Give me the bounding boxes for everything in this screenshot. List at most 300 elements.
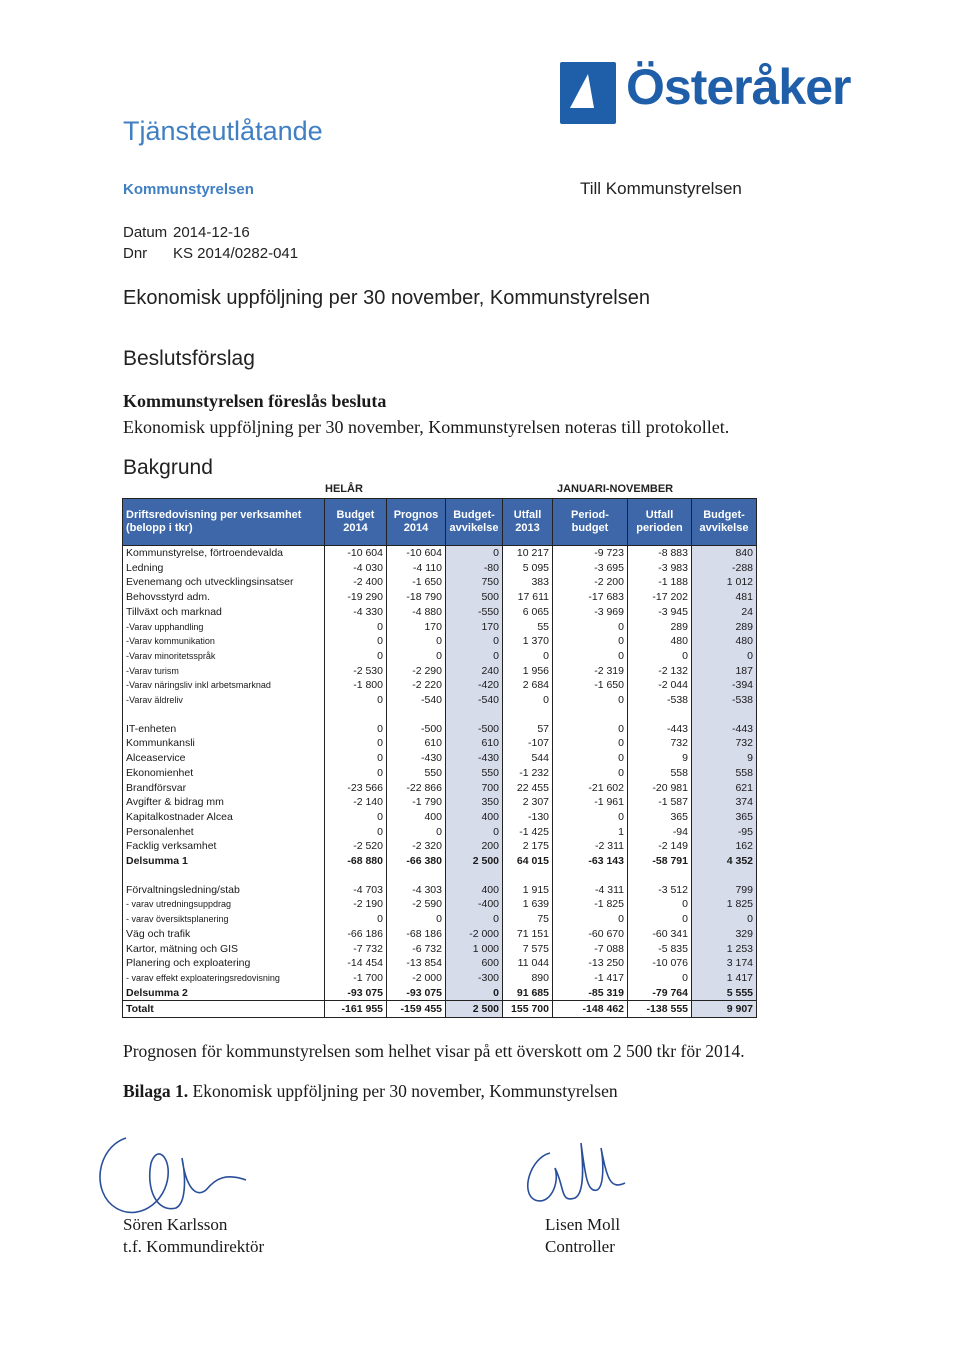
value-cell: -500 <box>446 722 503 737</box>
row-label: Totalt <box>123 1001 325 1018</box>
value-cell: -3 945 <box>628 605 692 620</box>
table-row <box>123 810 757 825</box>
value-cell: 170 <box>387 620 446 635</box>
value-cell: 155 700 <box>503 1001 553 1018</box>
value-cell: -66 186 <box>325 927 387 942</box>
value-cell: -4 330 <box>325 605 387 620</box>
decision-text: Ekonomisk uppföljning per 30 november, Kommunstyrelsen noteras till protokollet. <box>123 417 730 437</box>
value-cell: -80 <box>446 561 503 576</box>
value-cell: -95 <box>692 825 757 840</box>
value-cell: 200 <box>446 839 503 854</box>
value-cell: -18 790 <box>387 590 446 605</box>
value-cell: -19 290 <box>325 590 387 605</box>
column-header <box>446 499 503 546</box>
value-cell: -2 000 <box>446 927 503 942</box>
value-cell: 610 <box>446 736 503 751</box>
attachment-text: Ekonomisk uppföljning per 30 november, Kommunstyrelsen <box>188 1081 618 1101</box>
value-cell: -79 764 <box>628 986 692 1001</box>
value-cell: 1 000 <box>446 942 503 957</box>
value-cell: 0 <box>387 649 446 664</box>
value-cell: 187 <box>692 664 757 679</box>
table-row <box>123 561 757 576</box>
value-cell: -22 866 <box>387 781 446 796</box>
value-cell: -130 <box>503 810 553 825</box>
value-cell: 0 <box>387 634 446 649</box>
row-label: Delsumma 1 <box>123 854 325 869</box>
value-cell: 481 <box>692 590 757 605</box>
signatory-1-title: t.f. Kommundirektör <box>123 1237 265 1256</box>
value-cell: 0 <box>387 912 446 927</box>
value-cell: -538 <box>628 693 692 708</box>
row-label: -Varav minoritetsspråk <box>123 649 325 664</box>
table-spacer-row <box>123 708 757 722</box>
value-cell: -58 791 <box>628 854 692 869</box>
date-value: 2014-12-16 <box>173 224 250 241</box>
value-cell: 0 <box>446 912 503 927</box>
column-header <box>387 499 446 546</box>
table-row <box>123 825 757 840</box>
row-label: Kartor, mätning och GIS <box>123 942 325 957</box>
table-row <box>123 751 757 766</box>
table-header-row <box>123 499 757 546</box>
value-cell: -2 400 <box>325 575 387 590</box>
value-cell: -2 200 <box>553 575 628 590</box>
row-label: Förvaltningsledning/stab <box>123 883 325 898</box>
row-label: Brandförsvar <box>123 781 325 796</box>
column-header-line1: Budget- <box>703 509 745 521</box>
value-cell: 4 352 <box>692 854 757 869</box>
row-label: Evenemang och utvecklingsinsatser <box>123 575 325 590</box>
value-cell: 558 <box>692 766 757 781</box>
value-cell: -2 149 <box>628 839 692 854</box>
column-header-line2: avvikelse <box>699 522 749 534</box>
table-row <box>123 575 757 590</box>
column-header-line1: Utfall <box>513 509 542 521</box>
value-cell: 0 <box>553 912 628 927</box>
value-cell: -3 983 <box>628 561 692 576</box>
value-cell: -3 969 <box>553 605 628 620</box>
value-cell: 0 <box>446 986 503 1001</box>
value-cell: -400 <box>446 897 503 912</box>
column-header-line1: Budget- <box>453 509 495 521</box>
value-cell: -7 088 <box>553 942 628 957</box>
row-label: Planering och exploatering <box>123 956 325 971</box>
value-cell: 1 417 <box>692 971 757 986</box>
value-cell: 0 <box>325 736 387 751</box>
department: Kommunstyrelsen <box>123 181 254 198</box>
value-cell: 7 575 <box>503 942 553 957</box>
column-group-helar: HELÅR <box>325 483 363 495</box>
table-row <box>123 971 757 986</box>
value-cell: 9 907 <box>692 1001 757 1018</box>
value-cell: -1 232 <box>503 766 553 781</box>
table-row <box>123 546 757 561</box>
value-cell: 64 015 <box>503 854 553 869</box>
value-cell: 0 <box>692 649 757 664</box>
value-cell: 544 <box>503 751 553 766</box>
value-cell: 480 <box>628 634 692 649</box>
value-cell: 750 <box>446 575 503 590</box>
column-header-line2: 2014 <box>343 522 368 534</box>
value-cell: 1 370 <box>503 634 553 649</box>
value-cell: -60 670 <box>553 927 628 942</box>
spacer-cell <box>325 708 387 722</box>
value-cell: -1 825 <box>553 897 628 912</box>
value-cell: -4 030 <box>325 561 387 576</box>
section-heading-bakgrund: Bakgrund <box>123 456 213 479</box>
row-label: Delsumma 2 <box>123 986 325 1001</box>
value-cell: 1 253 <box>692 942 757 957</box>
value-cell: 240 <box>446 664 503 679</box>
value-cell: -9 723 <box>553 546 628 561</box>
value-cell: -1 188 <box>628 575 692 590</box>
value-cell: -148 462 <box>553 1001 628 1018</box>
column-group-januari-november: JANUARI-NOVEMBER <box>557 483 674 495</box>
table-header-label <box>123 499 325 546</box>
signatory-2 <box>545 1214 620 1258</box>
table-row <box>123 664 757 679</box>
value-cell: 0 <box>325 751 387 766</box>
dnr-value: KS 2014/0282-041 <box>173 245 299 262</box>
logo-text: Österåker <box>626 59 851 115</box>
value-cell: 0 <box>553 620 628 635</box>
table-row <box>123 693 757 708</box>
signature-moll <box>515 1128 635 1218</box>
value-cell: -430 <box>387 751 446 766</box>
value-cell: 0 <box>503 693 553 708</box>
spacer-cell <box>553 708 628 722</box>
header-label-line1: Driftsredovisning per verksamhet <box>126 509 302 521</box>
value-cell: -13 854 <box>387 956 446 971</box>
value-cell: -300 <box>446 971 503 986</box>
column-header <box>692 499 757 546</box>
table-row <box>123 927 757 942</box>
table-row <box>123 897 757 912</box>
value-cell: 0 <box>553 649 628 664</box>
value-cell: 0 <box>553 693 628 708</box>
value-cell: -66 380 <box>387 854 446 869</box>
value-cell: 0 <box>446 825 503 840</box>
table-row <box>123 883 757 898</box>
row-label: -Varav kommunikation <box>123 634 325 649</box>
signatory-1-name: Sören Karlsson <box>123 1215 228 1234</box>
value-cell: -443 <box>692 722 757 737</box>
spacer-cell <box>446 869 503 883</box>
value-cell: -3 512 <box>628 883 692 898</box>
value-cell: 289 <box>628 620 692 635</box>
value-cell: 0 <box>325 649 387 664</box>
column-header <box>503 499 553 546</box>
value-cell: -8 883 <box>628 546 692 561</box>
table-row <box>123 839 757 854</box>
row-label: -Varav näringsliv inkl arbetsmarknad <box>123 678 325 693</box>
value-cell: 1 012 <box>692 575 757 590</box>
value-cell: 0 <box>387 825 446 840</box>
value-cell: 365 <box>628 810 692 825</box>
row-label: Facklig verksamhet <box>123 839 325 854</box>
column-header <box>325 499 387 546</box>
value-cell: 610 <box>387 736 446 751</box>
value-cell: -500 <box>387 722 446 737</box>
row-label: Alceaservice <box>123 751 325 766</box>
value-cell: 9 <box>628 751 692 766</box>
value-cell: 840 <box>692 546 757 561</box>
value-cell: -5 835 <box>628 942 692 957</box>
value-cell: 162 <box>692 839 757 854</box>
value-cell: 24 <box>692 605 757 620</box>
value-cell: -1 650 <box>387 575 446 590</box>
signatory-2-title: Controller <box>545 1237 615 1256</box>
table-row <box>123 986 757 1001</box>
row-label: IT-enheten <box>123 722 325 737</box>
value-cell: 3 174 <box>692 956 757 971</box>
spacer-cell <box>446 708 503 722</box>
value-cell: 0 <box>628 971 692 986</box>
value-cell: 22 455 <box>503 781 553 796</box>
table-row <box>123 678 757 693</box>
value-cell: -1 587 <box>628 795 692 810</box>
page-title: Ekonomisk uppföljning per 30 november, Kommunstyrelsen <box>123 287 650 309</box>
value-cell: -10 604 <box>325 546 387 561</box>
column-header-line1: Prognos <box>393 509 439 521</box>
value-cell: 1 915 <box>503 883 553 898</box>
section-heading-beslutsforslag: Beslutsförslag <box>123 347 255 370</box>
value-cell: 0 <box>325 693 387 708</box>
row-label: -Varav turism <box>123 664 325 679</box>
value-cell: 2 307 <box>503 795 553 810</box>
value-cell: -1 417 <box>553 971 628 986</box>
value-cell: -394 <box>692 678 757 693</box>
value-cell: -14 454 <box>325 956 387 971</box>
value-cell: 1 639 <box>503 897 553 912</box>
value-cell: 1 825 <box>692 897 757 912</box>
column-header-line2: avvikelse <box>449 522 499 534</box>
value-cell: -2 319 <box>553 664 628 679</box>
value-cell: 700 <box>446 781 503 796</box>
value-cell: 0 <box>446 634 503 649</box>
value-cell: -2 190 <box>325 897 387 912</box>
value-cell: 1 <box>553 825 628 840</box>
spacer-cell <box>387 708 446 722</box>
table-row <box>123 912 757 927</box>
row-label: Behovsstyrd adm. <box>123 590 325 605</box>
row-label: Ekonomienhet <box>123 766 325 781</box>
value-cell: -4 703 <box>325 883 387 898</box>
logo-emblem-icon <box>560 62 616 124</box>
value-cell: -2 132 <box>628 664 692 679</box>
table-row <box>123 956 757 971</box>
table-row <box>123 766 757 781</box>
value-cell: 0 <box>325 722 387 737</box>
dnr-label: Dnr <box>123 245 148 262</box>
value-cell: 890 <box>503 971 553 986</box>
value-cell: 170 <box>446 620 503 635</box>
table-row <box>123 736 757 751</box>
value-cell: -1 790 <box>387 795 446 810</box>
value-cell: -1 425 <box>503 825 553 840</box>
spacer-cell <box>628 708 692 722</box>
value-cell: 550 <box>446 766 503 781</box>
spacer-cell <box>123 869 325 883</box>
decision-subheading: Kommunstyrelsen föreslås besluta <box>123 391 387 411</box>
value-cell: -420 <box>446 678 503 693</box>
row-label: Kommunstyrelse, förtroendevalda <box>123 546 325 561</box>
row-label: -Varav äldreliv <box>123 693 325 708</box>
value-cell: -2 000 <box>387 971 446 986</box>
value-cell: 0 <box>325 825 387 840</box>
date-label: Datum <box>123 224 168 241</box>
spacer-cell <box>503 708 553 722</box>
signature-karlsson <box>86 1118 256 1228</box>
column-header-line1: Utfall <box>645 509 674 521</box>
value-cell: 0 <box>446 649 503 664</box>
value-cell: -23 566 <box>325 781 387 796</box>
value-cell: 600 <box>446 956 503 971</box>
value-cell: -2 140 <box>325 795 387 810</box>
attachment-label: Bilaga 1. <box>123 1081 189 1101</box>
value-cell: -2 290 <box>387 664 446 679</box>
table-row <box>123 590 757 605</box>
value-cell: 558 <box>628 766 692 781</box>
document-meta <box>123 222 298 264</box>
value-cell: 0 <box>628 897 692 912</box>
value-cell: -20 981 <box>628 781 692 796</box>
value-cell: 57 <box>503 722 553 737</box>
value-cell: -1 800 <box>325 678 387 693</box>
value-cell: 0 <box>553 751 628 766</box>
table-row <box>123 620 757 635</box>
value-cell: -68 186 <box>387 927 446 942</box>
spacer-cell <box>553 869 628 883</box>
value-cell: 0 <box>325 766 387 781</box>
header-label-line2: (belopp i tkr) <box>126 522 193 534</box>
value-cell: 0 <box>325 810 387 825</box>
summary-text: Prognosen för kommunstyrelsen som helhet visar på ett överskott om 2 500 tkr för 2014. <box>123 1041 745 1061</box>
row-label: Ledning <box>123 561 325 576</box>
value-cell: -6 732 <box>387 942 446 957</box>
value-cell: 71 151 <box>503 927 553 942</box>
value-cell: 10 217 <box>503 546 553 561</box>
value-cell: 2 175 <box>503 839 553 854</box>
value-cell: -1 650 <box>553 678 628 693</box>
row-label: Kommunkansli <box>123 736 325 751</box>
value-cell: 0 <box>628 912 692 927</box>
value-cell: -21 602 <box>553 781 628 796</box>
value-cell: 5 095 <box>503 561 553 576</box>
table-row <box>123 1001 757 1018</box>
value-cell: -2 520 <box>325 839 387 854</box>
row-label: - varav utredningsuppdrag <box>123 897 325 912</box>
value-cell: -2 530 <box>325 664 387 679</box>
value-cell: 75 <box>503 912 553 927</box>
column-header <box>628 499 692 546</box>
attachment-line <box>123 1081 618 1102</box>
value-cell: 0 <box>553 736 628 751</box>
value-cell: 289 <box>692 620 757 635</box>
value-cell: -538 <box>692 693 757 708</box>
value-cell: 0 <box>628 649 692 664</box>
spacer-cell <box>628 869 692 883</box>
value-cell: 400 <box>446 883 503 898</box>
value-cell: 5 555 <box>692 986 757 1001</box>
value-cell: 400 <box>387 810 446 825</box>
spacer-cell <box>692 869 757 883</box>
value-cell: -2 044 <box>628 678 692 693</box>
column-header <box>553 499 628 546</box>
value-cell: -4 311 <box>553 883 628 898</box>
value-cell: -10 076 <box>628 956 692 971</box>
value-cell: -159 455 <box>387 1001 446 1018</box>
table-row <box>123 649 757 664</box>
table-row <box>123 854 757 869</box>
spacer-cell <box>387 869 446 883</box>
signatory-2-name: Lisen Moll <box>545 1215 621 1234</box>
spacer-cell <box>692 708 757 722</box>
value-cell: -94 <box>628 825 692 840</box>
value-cell: -68 880 <box>325 854 387 869</box>
value-cell: -93 075 <box>325 986 387 1001</box>
value-cell: 365 <box>692 810 757 825</box>
value-cell: -138 555 <box>628 1001 692 1018</box>
value-cell: 550 <box>387 766 446 781</box>
value-cell: 383 <box>503 575 553 590</box>
table-row <box>123 795 757 810</box>
table-row <box>123 781 757 796</box>
value-cell: 0 <box>446 546 503 561</box>
value-cell: 400 <box>446 810 503 825</box>
column-header-line2: budget <box>571 522 609 534</box>
row-label: -Varav upphandling <box>123 620 325 635</box>
row-label: - varav effekt exploateringsredovisning <box>123 971 325 986</box>
value-cell: -17 202 <box>628 590 692 605</box>
value-cell: -2 320 <box>387 839 446 854</box>
value-cell: 732 <box>692 736 757 751</box>
value-cell: -540 <box>446 693 503 708</box>
value-cell: 0 <box>325 912 387 927</box>
value-cell: 2 684 <box>503 678 553 693</box>
value-cell: 500 <box>446 590 503 605</box>
value-cell: -63 143 <box>553 854 628 869</box>
column-header-line2: 2014 <box>403 522 429 534</box>
value-cell: 17 611 <box>503 590 553 605</box>
value-cell: -443 <box>628 722 692 737</box>
table-row <box>123 605 757 620</box>
recipient: Till Kommunstyrelsen <box>580 179 742 198</box>
value-cell: 9 <box>692 751 757 766</box>
row-label: Personalenhet <box>123 825 325 840</box>
row-label: Tillväxt och marknad <box>123 605 325 620</box>
value-cell: -550 <box>446 605 503 620</box>
value-cell: 11 044 <box>503 956 553 971</box>
value-cell: -10 604 <box>387 546 446 561</box>
value-cell: -430 <box>446 751 503 766</box>
value-cell: 621 <box>692 781 757 796</box>
value-cell: -13 250 <box>553 956 628 971</box>
table-row <box>123 634 757 649</box>
value-cell: 732 <box>628 736 692 751</box>
value-cell: -107 <box>503 736 553 751</box>
value-cell: -4 880 <box>387 605 446 620</box>
document-type: Tjänsteutlåtande <box>123 116 323 146</box>
value-cell: 0 <box>325 620 387 635</box>
value-cell: -540 <box>387 693 446 708</box>
row-label: Avgifter & bidrag mm <box>123 795 325 810</box>
value-cell: 0 <box>692 912 757 927</box>
value-cell: -85 319 <box>553 986 628 1001</box>
value-cell: 0 <box>325 634 387 649</box>
value-cell: 0 <box>553 766 628 781</box>
value-cell: 2 500 <box>446 1001 503 1018</box>
